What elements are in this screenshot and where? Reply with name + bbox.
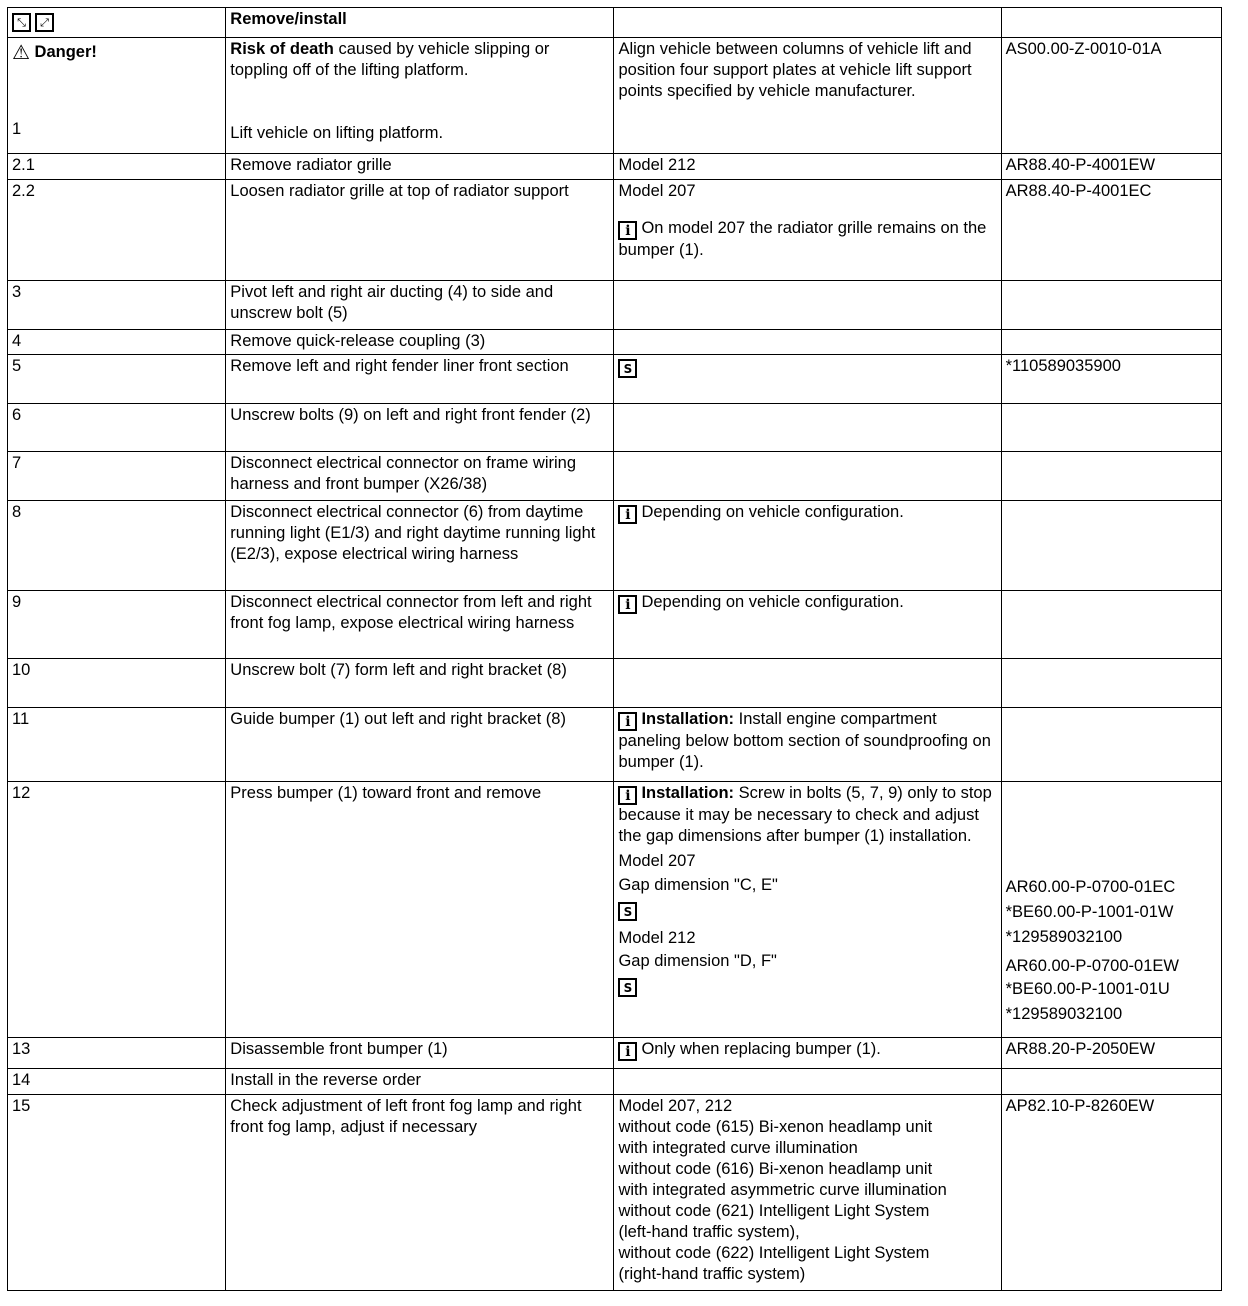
ref-link[interactable]: AR88.40-P-4001EW: [1001, 154, 1221, 180]
table-row-4: [8, 330, 1222, 355]
table-row-9: [8, 591, 1222, 659]
step-number: 4: [8, 330, 226, 355]
note-line: Model 207, 212: [618, 1097, 733, 1115]
header-icons-cell: [8, 8, 226, 38]
risk-text: caused by vehicle slipping or toppling off of the lifting platform.: [230, 40, 550, 79]
table-row-2-2: [8, 180, 1222, 281]
step-action: Loosen radiator grille at top of radiator support: [226, 180, 614, 281]
note-line: with integrated curve illumination: [618, 1139, 858, 1157]
table-row-3: [8, 281, 1222, 330]
note-line: without code (622) Intelligent Light System: [618, 1244, 930, 1262]
step-action: Install in the reverse order: [226, 1069, 614, 1095]
ref-cell: [1001, 591, 1221, 659]
note-line: with integrated asymmetric curve illumination: [618, 1181, 947, 1199]
info-icon: i: [618, 505, 637, 524]
table-row-danger-step1: [8, 38, 1222, 154]
header-empty-ref: [1001, 8, 1221, 38]
step-number: 14: [8, 1069, 226, 1095]
special-tool-icon[interactable]: S: [618, 978, 637, 997]
step-action: Unscrew bolts (9) on left and right front fender (2): [226, 404, 614, 452]
ref-cell: [1001, 782, 1221, 1038]
table-row-7: [8, 452, 1222, 501]
step-number: 6: [8, 404, 226, 452]
step-action: Pivot left and right air ducting (4) to side and unscrew bolt (5): [226, 281, 614, 330]
step-action: Lift vehicle on lifting platform.: [230, 124, 444, 142]
note-line: (left-hand traffic system),: [618, 1223, 800, 1241]
note-cell: [614, 1069, 1001, 1095]
ref-cell: [1001, 708, 1221, 782]
note-line: without code (621) Intelligent Light System: [618, 1202, 930, 1220]
step-number: 13: [8, 1038, 226, 1069]
step-number: 7: [8, 452, 226, 501]
ref-cell: [1001, 501, 1221, 591]
info-icon: i: [618, 595, 637, 614]
note-cell: [614, 281, 1001, 330]
table-row-8: [8, 501, 1222, 591]
special-tool-icon[interactable]: S: [618, 359, 637, 378]
step-number: 2.1: [8, 154, 226, 180]
danger-label: Danger!: [34, 43, 97, 61]
gap-dimension-ce: Gap dimension "C, E": [618, 876, 778, 894]
note-cell: [614, 180, 1001, 281]
step-number: 3: [8, 281, 226, 330]
step-note-info: Screw in bolts (5, 7, 9) only to stop because it may be necessary to check and adjust the gap dimensions after bumper (1) installation.: [618, 784, 992, 845]
note-cell: [614, 355, 1001, 404]
note-cell: [614, 404, 1001, 452]
step-number: 1: [12, 120, 22, 138]
step-action: Press bumper (1) toward front and remove: [226, 782, 614, 1038]
step-number: 2.2: [8, 180, 226, 281]
table-row-2-1: [8, 154, 1222, 180]
ref-link[interactable]: AS00.00-Z-0010-01A: [1001, 38, 1221, 154]
step-note-info: Depending on vehicle configuration.: [641, 503, 904, 521]
ref-cell: [1001, 452, 1221, 501]
note-cell: [614, 782, 1001, 1038]
gap-dimension-df: Gap dimension "D, F": [618, 952, 777, 970]
step-action: Disconnect electrical connector (6) from daytime running light (E1/3) and right daytime running light (E2/3), expose electrical wiring harness: [226, 501, 614, 591]
step-note-info: Install engine compartment paneling below bottom section of soundproofing on bumper (1).: [618, 710, 991, 771]
ref-link[interactable]: *BE60.00-P-1001-01U: [1005, 980, 1170, 998]
note-line: (right-hand traffic system): [618, 1265, 806, 1283]
step-action: Unscrew bolt (7) form left and right bracket (8): [226, 659, 614, 708]
step-action: Disassemble front bumper (1): [226, 1038, 614, 1069]
table-row-5: [8, 355, 1222, 404]
table-row-14: [8, 1069, 1222, 1095]
note-cell: Align vehicle between columns of vehicle lift and position four support plates at vehicle lift support points specified by vehicle manufacturer.: [614, 38, 1001, 154]
note-cell: [614, 1038, 1001, 1069]
step-action: Guide bumper (1) out left and right bracket (8): [226, 708, 614, 782]
step-action: Remove quick-release coupling (3): [226, 330, 614, 355]
step-action: Remove left and right fender liner front section: [226, 355, 614, 404]
ref-link[interactable]: AR60.00-P-0700-01EW: [1005, 957, 1179, 975]
note-cell: [614, 452, 1001, 501]
info-icon: i: [618, 1042, 637, 1061]
note-line: without code (616) Bi-xenon headlamp unit: [618, 1160, 933, 1178]
info-icon: i: [618, 221, 637, 240]
note-cell: [614, 501, 1001, 591]
step-number: 11: [8, 708, 226, 782]
note-cell: [614, 591, 1001, 659]
note-cell: [614, 659, 1001, 708]
table-row-12: [8, 782, 1222, 1038]
header-empty-note: [614, 8, 1001, 38]
step-action: Disconnect electrical connector on frame wiring harness and front bumper (X26/38): [226, 452, 614, 501]
installation-label: Installation:: [641, 784, 735, 802]
step-number: 5: [8, 355, 226, 404]
action-cell: [226, 38, 614, 154]
step-note-info: Only when replacing bumper (1).: [641, 1040, 881, 1058]
expand-arrows-icon[interactable]: ⤡: [12, 13, 31, 32]
risk-title: Risk of death: [230, 40, 334, 58]
ref-link[interactable]: *129589032100: [1005, 928, 1123, 946]
table-row-10: [8, 659, 1222, 708]
ref-cell: [1001, 659, 1221, 708]
step-note-info: On model 207 the radiator grille remains on the bumper (1).: [618, 219, 987, 259]
ref-cell: [1001, 1069, 1221, 1095]
ref-link[interactable]: *BE60.00-P-1001-01W: [1005, 903, 1174, 921]
collapse-arrows-icon[interactable]: ⤢: [35, 13, 54, 32]
ref-cell: [1001, 281, 1221, 330]
step-note-info: Depending on vehicle configuration.: [641, 593, 904, 611]
warning-triangle-icon: ⚠: [12, 40, 30, 64]
step-number: 12: [8, 782, 226, 1038]
model-207-label: Model 207: [618, 852, 696, 870]
step-cell: [8, 38, 226, 154]
step-number: 9: [8, 591, 226, 659]
note-cell: [614, 330, 1001, 355]
ref-link[interactable]: *129589032100: [1005, 1005, 1123, 1023]
note-cell: [614, 1095, 1001, 1291]
header-row: [8, 8, 1222, 38]
installation-label: Installation:: [641, 710, 735, 728]
step-action: Disconnect electrical connector from left and right front fog lamp, expose electrical wiring harness: [226, 591, 614, 659]
info-icon: i: [618, 786, 637, 805]
step-number: 15: [8, 1095, 226, 1291]
step-number: 8: [8, 501, 226, 591]
ref-cell: [1001, 404, 1221, 452]
ref-link[interactable]: AR88.40-P-4001EC: [1001, 180, 1221, 281]
step-number: 10: [8, 659, 226, 708]
ref-link[interactable]: AP82.10-P-8260EW: [1001, 1095, 1221, 1291]
ref-link[interactable]: AR88.20-P-2050EW: [1001, 1038, 1221, 1069]
special-tool-icon[interactable]: S: [618, 902, 637, 921]
note-cell: [614, 708, 1001, 782]
step-action: Check adjustment of left front fog lamp and right front fog lamp, adjust if necessary: [226, 1095, 614, 1291]
table-row-6: [8, 404, 1222, 452]
note-line: without code (615) Bi-xenon headlamp unit: [618, 1118, 933, 1136]
table-row-15: [8, 1095, 1222, 1291]
header-title: Remove/install: [226, 8, 614, 38]
step-note-model: Model 207: [618, 182, 696, 200]
ref-link[interactable]: *110589035900: [1001, 355, 1221, 404]
info-icon: i: [618, 712, 637, 731]
procedure-table: [7, 7, 1222, 1291]
model-212-label: Model 212: [618, 929, 696, 947]
step-action: Remove radiator grille: [226, 154, 614, 180]
table-row-13: [8, 1038, 1222, 1069]
ref-link[interactable]: AR60.00-P-0700-01EC: [1005, 878, 1176, 896]
table-row-11: [8, 708, 1222, 782]
step-note: Model 212: [614, 154, 1001, 180]
ref-cell: [1001, 330, 1221, 355]
